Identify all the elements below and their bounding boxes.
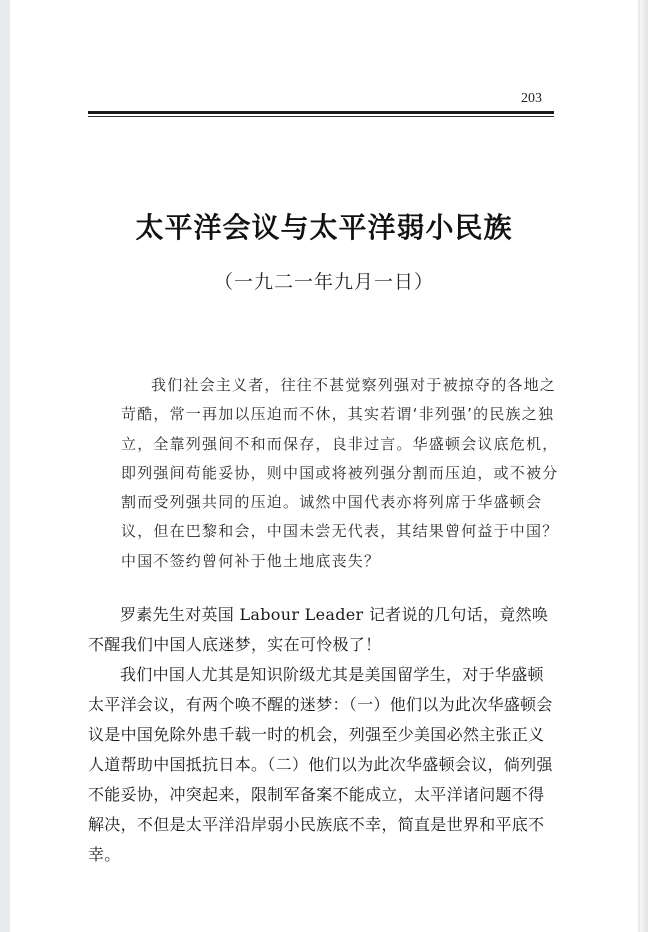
body-paragraph-1: 罗素先生对英国 Labour Leader 记者说的几句话，竟然唤不醒我们中国人底迷梦，实在可怜极了！ <box>88 605 549 654</box>
header-rule-thin <box>88 116 554 117</box>
header-rule-thick <box>88 111 554 114</box>
article-date: （一九二一年九月一日） <box>213 271 434 293</box>
page-edge-shadow <box>640 0 648 932</box>
page-number: 203 <box>521 91 542 106</box>
body-paragraph-2: 我们中国人尤其是知识阶级尤其是美国留学生，对于华盛顿太平洋会议，有两个唤不醒的迷梦：（一）他们以为此次华盛顿会议是中国免除外患千载一时的机会，列强至少美国必然主张正义人道帮助中国抵抗日本。（二）他们以为此次华盛顿会议，倘列强不能妥协，冲突起来，限制军备案不能成立，太平洋诸问题不得解决，不但是太平洋沿岸弱小民族底不幸，简直是世界和平底不幸。 <box>88 665 553 864</box>
article-title: 太平洋会议与太平洋弱小民族 <box>135 211 513 244</box>
epigraph-quote: 我们社会主义者，往往不甚觉察列强对于被掠夺的各地之苛酷，常一再加以压迫而不休，其实若谓‘非列强’的民族之独立，全靠列强间不和而保存，良非过言。华盛顿会议底危机，即列强间苟能妥协，则中国或将被列强分割而压迫，或不被分割而受列强共同的压迫。诚然中国代表亦将列席于华盛顿会议，但在巴黎和会，中国未尝无代表，其结果曾何益于中国？中国不签约曾何补于他土地底丧失？ <box>121 376 559 570</box>
book-page <box>10 0 638 932</box>
